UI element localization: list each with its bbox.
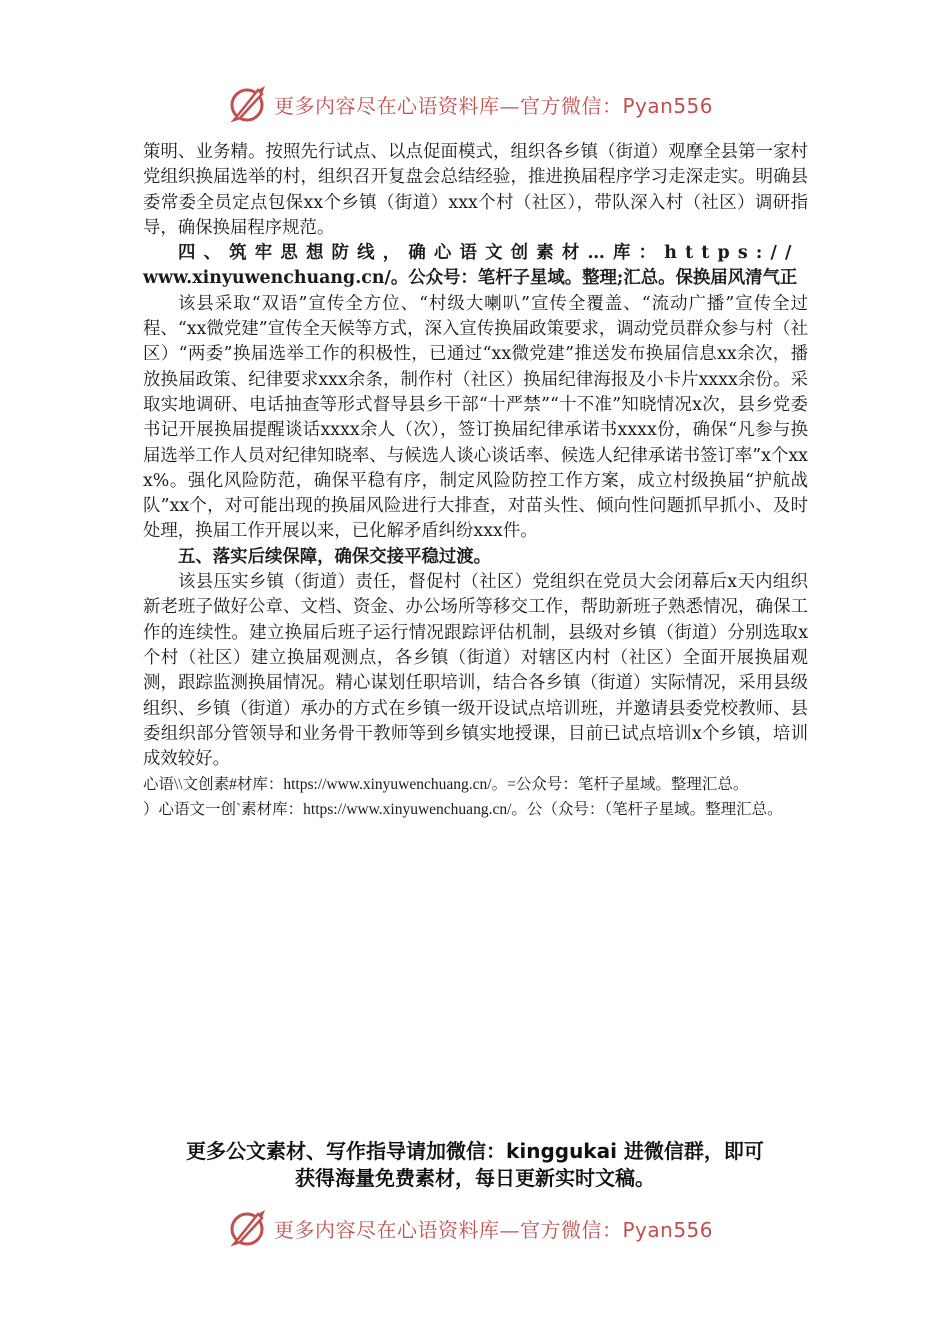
- section-heading-5: 五、落实后续保障，确保交接平稳过渡。: [178, 546, 492, 567]
- banner-text: 更多内容尽在心语资料库—官方微信：Pyan556: [274, 93, 714, 118]
- quill-logo-icon: [228, 84, 268, 124]
- promo-line-1: 更多公文素材、写作指导请加微信：kinggukai 进微信群，即可: [186, 1139, 764, 1163]
- footer-banner: [228, 1208, 728, 1248]
- promo-block: [100, 1138, 850, 1192]
- quill-logo-icon: [228, 1208, 268, 1248]
- document-body: [143, 140, 808, 822]
- paragraph-handover: 该县压实乡镇（街道）责任，督促村（社区）党组织在党员大会闭幕后x天内组织新老班子做好公章、文档、资金、办公场所等移交工作，帮助新班子熟悉情况，确保工作的连续性。建立换届后班子运行情况跟踪评估机制，县级对乡镇（街道）分别选取x个村（社区）建立换届观测点，各乡镇（街道）对辖区内村（社区）全面开展换届观测，跟踪监测换届情况。精心谋划任职培训，结合各乡镇（街道）实际情况，采用县级组织、乡镇（街道）承办的方式在乡镇一级开设试点培训班，并邀请县委党校教师、县委组织部分管领导和业务骨干教师等到乡镇实地授课，目前已试点培训x个乡镇，培训成效较好。: [143, 572, 808, 770]
- banner-text: 更多内容尽在心语资料库—官方微信：Pyan556: [274, 1217, 714, 1242]
- promo-line-2: 获得海量免费素材，每日更新实时文稿。: [295, 1166, 655, 1190]
- header-banner: [228, 84, 728, 124]
- paragraph-continuation: 策明、业务精。按照先行试点、以点促面模式，组织各乡镇（街道）观摩全县第一家村党组织换届选举的村，组织召开复盘会总结经验，推进换届程序学习走深走实。明确县委常委全员定点包保xx个乡镇（街道）xxx个村（社区），带队深入村（社区）调研指导，确保换届程序规范。: [143, 142, 808, 238]
- footer-note-1: 心语\\文创素#材库：https://www.xinyuwenchuang.cn/。=公众号：笔杆子星域。整理汇总。: [143, 776, 749, 794]
- section-heading-4-continued: www.xinyuwenchuang.cn/。公众号：笔杆子星域。整理;汇总。保换届风清气正: [143, 268, 798, 289]
- section-heading-4: 四、筑牢思想防线，确心语文创素材…库：https://: [178, 243, 800, 264]
- paragraph-propaganda: 该县采取“双语”宣传全方位、“村级大喇叭”宣传全覆盖、“流动广播”宣传全过程、“xx微党建”宣传全天候等方式，深入宣传换届政策要求，调动党员群众参与村（社区）“两委”换届选举工作的积极性，已通过“xx微党建”推送发布换届信息xx余次，播放换届政策、纪律要求xxx余条，制作村（社区）换届纪律海报及小卡片xxxx余份。采取实地调研、电话抽查等形式督导县乡干部“十严禁”“十不准”知晓情况x次，县乡党委书记开展换届提醒谈话xxxx余人（次），签订换届纪律承诺书xxxx份，确保“凡参与换届选举工作人员对纪律知晓率、与候选人谈心谈话率、候选人纪律承诺书签订率”x个xxx%。强化风险防范，确保平稳有序，制定风险防控工作方案，成立村级换届“护航战队”xx个，对可能出现的换届风险进行大排查，对苗头性、倾向性问题抓早抓小、及时处理，换届工作开展以来，已化解矛盾纠纷xxx件。: [143, 293, 808, 542]
- footer-note-2: ）心语文一创`素材库：https://www.xinyuwenchuang.cn/。公（众号：（笔杆子星域。整理汇总。: [143, 801, 783, 819]
